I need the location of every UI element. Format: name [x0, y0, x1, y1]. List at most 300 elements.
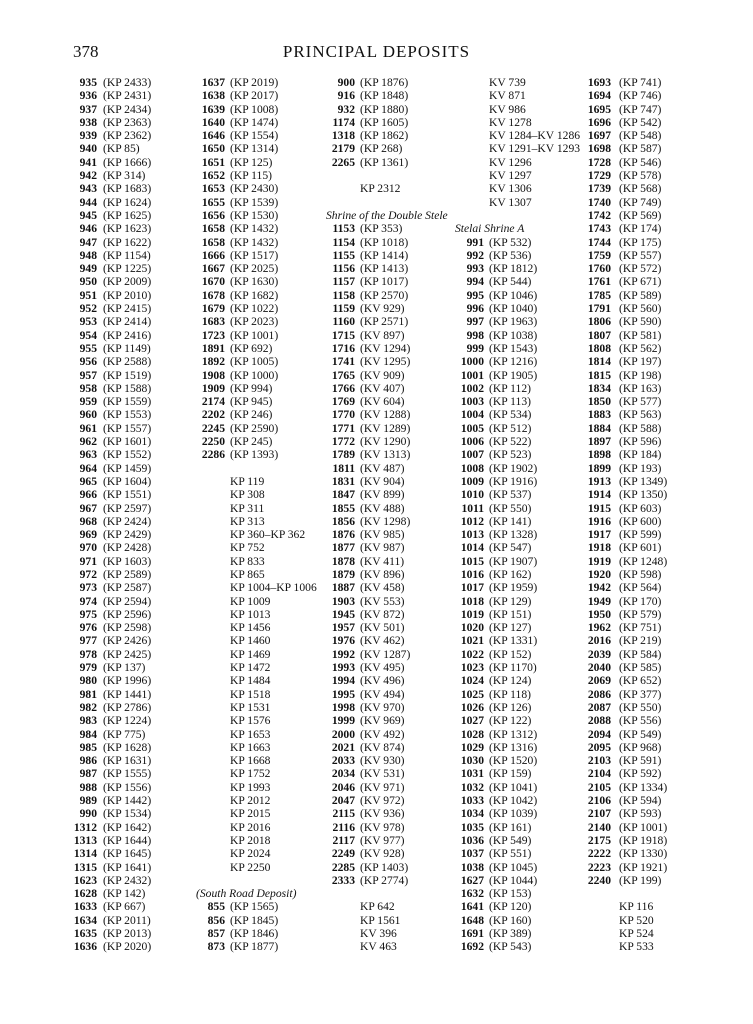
entry-number: 1945 — [331, 607, 355, 621]
inventory-number: KP 2012 — [230, 794, 271, 808]
entry-number: 1667 — [201, 262, 225, 276]
entry-number: 1670 — [201, 275, 225, 289]
entry-number: 2116 — [332, 820, 355, 834]
inventory-number: (KP 2426) — [103, 634, 152, 648]
entry-number: 991 — [466, 235, 484, 249]
entry-number: 2105 — [587, 780, 611, 794]
entry-number: 947 — [79, 235, 97, 249]
entry-number: 1913 — [587, 474, 611, 488]
entry-number: 984 — [79, 727, 97, 741]
inventory-number: (KV 458) — [360, 581, 405, 595]
entry-number: 1950 — [587, 607, 611, 621]
inventory-number: KP 520 — [619, 913, 654, 927]
inventory-number: KP 1663 — [230, 740, 271, 754]
entry-number: 999 — [466, 341, 484, 355]
entry-number: 1016 — [460, 567, 484, 581]
entry-number: 1903 — [331, 594, 355, 608]
inventory-number: (KP 2433) — [103, 76, 152, 89]
inventory-number: (KP 1880) — [360, 102, 409, 116]
inventory-number: (KP 1041) — [489, 780, 538, 794]
inventory-number: (KP 534) — [489, 408, 532, 422]
inventory-number: (KP 598) — [619, 567, 662, 581]
inventory-number: KP 1576 — [230, 714, 271, 728]
entry-number: 992 — [466, 248, 484, 262]
entry-number: 2103 — [587, 754, 611, 768]
entry-number: 1847 — [331, 488, 355, 502]
inventory-number: (KP 142) — [103, 887, 146, 901]
entry-number: 1313 — [73, 833, 97, 847]
inventory-number: KP 119 — [230, 474, 265, 488]
entry-number: 1815 — [587, 368, 611, 382]
entry-number: 1652 — [201, 169, 225, 183]
inventory-number: (KV 1289) — [360, 421, 411, 435]
entry-number: 944 — [79, 195, 97, 209]
inventory-number: (KV 1288) — [360, 408, 411, 422]
inventory-number: (KP 585) — [619, 661, 662, 675]
inventory-number: (KP 2431) — [103, 89, 152, 103]
entry-number: 1158 — [332, 288, 355, 302]
inventory-number: KP 1456 — [230, 621, 271, 635]
entry-number: 1025 — [460, 687, 484, 701]
entry-number: 965 — [79, 474, 97, 488]
entry-number: 1691 — [460, 927, 484, 940]
entry-number: 952 — [79, 302, 97, 316]
inventory-number: (KP 549) — [489, 833, 532, 847]
entry-number: 1811 — [332, 461, 355, 475]
entry-number: 2202 — [201, 408, 225, 422]
inventory-number: KP 2018 — [230, 833, 271, 847]
entry-number: 1856 — [331, 514, 355, 528]
inventory-number: (KP 1154) — [103, 248, 151, 262]
inventory-number: (KP 1554) — [230, 129, 279, 143]
inventory-number: KP 1561 — [360, 913, 401, 927]
entry-number: 1026 — [460, 700, 484, 714]
inventory-number: (KP 1017) — [360, 275, 409, 289]
entry-number: 2094 — [587, 727, 611, 741]
entry-number: 950 — [79, 275, 97, 289]
entry-number: 1850 — [587, 395, 611, 409]
entry-number: 2000 — [331, 727, 355, 741]
inventory-number: (KP 127) — [489, 621, 532, 635]
entry-number: 954 — [79, 328, 97, 342]
entry-number: 968 — [79, 514, 97, 528]
entry-number: 2033 — [331, 754, 355, 768]
entry-number: 983 — [79, 714, 97, 728]
inventory-number: (KP 246) — [230, 408, 273, 422]
inventory-number: (KP 2023) — [230, 315, 279, 329]
entry-number: 2115 — [332, 807, 355, 821]
inventory-number: (KP 170) — [619, 594, 662, 608]
inventory-number: (KP 1517) — [230, 248, 279, 262]
inventory-number: (KP 1005) — [230, 355, 279, 369]
inventory-number: (KP 1539) — [230, 195, 279, 209]
entry-number: 1032 — [460, 780, 484, 794]
inventory-number: (KP 1624) — [103, 195, 152, 209]
inventory-number: (KP 1042) — [489, 794, 538, 808]
inventory-number: (KV 1295) — [360, 355, 411, 369]
section-heading: Stelai Shrine A — [455, 222, 525, 236]
entry-number: 972 — [79, 567, 97, 581]
inventory-number: (KP 1039) — [489, 807, 538, 821]
entry-number: 1022 — [460, 647, 484, 661]
entry-number: 1641 — [460, 900, 484, 914]
inventory-number: (KP 159) — [489, 767, 532, 781]
entry-number: 981 — [79, 687, 97, 701]
entry-number: 937 — [79, 102, 97, 116]
inventory-number: (KV 531) — [360, 767, 405, 781]
inventory-number: (KP 2025) — [230, 262, 279, 276]
entry-number: 938 — [79, 115, 97, 129]
entry-number: 957 — [79, 368, 97, 382]
inventory-number: (KP 1040) — [489, 302, 538, 316]
entry-number: 1627 — [460, 873, 484, 887]
inventory-number: (KP 1441) — [103, 687, 152, 701]
inventory-number: KP 311 — [230, 501, 265, 515]
inventory-number: (KV 874) — [360, 740, 405, 754]
entry-number: 2107 — [587, 807, 611, 821]
inventory-number: (KP 141) — [489, 514, 532, 528]
inventory-number: (KP 1459) — [103, 461, 152, 475]
inventory-number: (KP 2013) — [103, 927, 152, 940]
inventory-number: (KP 1350) — [619, 488, 668, 502]
inventory-number: (KP 1552) — [103, 448, 152, 462]
entry-number: 2047 — [331, 794, 355, 808]
entry-number: 964 — [79, 461, 97, 475]
inventory-number: (KP 557) — [619, 248, 662, 262]
inventory-number: (KP 112) — [489, 381, 531, 395]
inventory-number: KV 1297 — [489, 169, 532, 183]
entry-number: 1791 — [587, 302, 611, 316]
inventory-number: (KP 137) — [103, 661, 146, 675]
entry-number: 2223 — [587, 860, 611, 874]
entry-number: 982 — [79, 700, 97, 714]
entry-number: 1883 — [587, 408, 611, 422]
inventory-number: (KP 245) — [230, 435, 273, 449]
entry-number: 1018 — [460, 594, 484, 608]
entry-number: 1897 — [587, 435, 611, 449]
inventory-number: (KP 596) — [619, 435, 662, 449]
inventory-number: (KV 930) — [360, 754, 405, 768]
entry-number: 1770 — [331, 408, 355, 422]
entry-number: 1638 — [201, 89, 225, 103]
inventory-number: KP 1469 — [230, 647, 271, 661]
inventory-number: (KP 588) — [619, 421, 662, 435]
entry-number: 857 — [207, 927, 225, 940]
entry-number: 1878 — [331, 554, 355, 568]
entry-number: 1696 — [587, 115, 611, 129]
inventory-number: (KP 1413) — [360, 262, 409, 276]
inventory-number: (KP 775) — [103, 727, 146, 741]
inventory-number: (KP 125) — [230, 155, 273, 169]
inventory-number: (KP 667) — [103, 900, 146, 914]
inventory-number: (KP 2019) — [230, 76, 279, 89]
inventory-number: (KP 1519) — [103, 368, 152, 382]
inventory-number: (KV 985) — [360, 528, 405, 542]
inventory-number: (KP 1553) — [103, 408, 152, 422]
entry-number: 1656 — [201, 208, 225, 222]
entry-number: 993 — [466, 262, 484, 276]
inventory-number: (KP 2425) — [103, 647, 152, 661]
inventory-number: KP 360–KP 362 — [230, 528, 306, 542]
entry-number: 969 — [79, 528, 97, 542]
entry-number: 1027 — [460, 714, 484, 728]
inventory-number: (KP 551) — [489, 847, 532, 861]
inventory-number: (KV 492) — [360, 727, 405, 741]
inventory-number: (KP 1534) — [103, 807, 152, 821]
entry-number: 1010 — [460, 488, 484, 502]
inventory-number: KP 533 — [619, 940, 654, 954]
entry-number: 949 — [79, 262, 97, 276]
inventory-number: (KP 945) — [230, 395, 273, 409]
entry-number: 1623 — [73, 873, 97, 887]
inventory-number: KV 396 — [360, 927, 397, 940]
inventory-number: (KP 122) — [489, 714, 532, 728]
entry-number: 970 — [79, 541, 97, 555]
entry-number: 2140 — [587, 820, 611, 834]
inventory-number: (KP 1641) — [103, 860, 152, 874]
inventory-number: (KP 2020) — [103, 940, 152, 954]
entry-number: 1678 — [201, 288, 225, 302]
entry-number: 1920 — [587, 567, 611, 581]
entry-number: 2086 — [587, 687, 611, 701]
entry-number: 1628 — [73, 887, 97, 901]
entry-number: 900 — [337, 76, 355, 89]
inventory-number: (KP 1631) — [103, 754, 152, 768]
entry-number: 1666 — [201, 248, 225, 262]
inventory-number: KP 1993 — [230, 780, 271, 794]
entry-number: 1879 — [331, 567, 355, 581]
inventory-number: (KV 928) — [360, 847, 405, 861]
inventory-number: (KP 2362) — [103, 129, 152, 143]
inventory-number: (KP 600) — [619, 514, 662, 528]
inventory-number: (KP 749) — [619, 195, 662, 209]
inventory-number: (KP 746) — [619, 89, 662, 103]
inventory-number: (KP 542) — [619, 115, 662, 129]
entry-number: 997 — [466, 315, 484, 329]
entry-number: 2046 — [331, 780, 355, 794]
inventory-number: (KP 1349) — [619, 474, 668, 488]
entry-number: 1715 — [331, 328, 355, 342]
entry-number: 1154 — [332, 235, 355, 249]
inventory-number: (KV 488) — [360, 501, 405, 515]
entry-number: 951 — [79, 288, 97, 302]
inventory-number: (KP 562) — [619, 341, 662, 355]
entry-number: 956 — [79, 355, 97, 369]
inventory-number: (KV 1294) — [360, 341, 411, 355]
entry-number: 1914 — [587, 488, 611, 502]
entry-number: 1650 — [201, 142, 225, 156]
inventory-number: (KP 1603) — [103, 554, 152, 568]
inventory-number: (KP 747) — [619, 102, 662, 116]
inventory-number: (KP 152) — [489, 647, 532, 661]
entry-number: 1766 — [331, 381, 355, 395]
inventory-number: (KP 2416) — [103, 328, 152, 342]
page-title: PRINCIPAL DEPOSITS — [282, 42, 471, 61]
entry-number: 1876 — [331, 528, 355, 542]
inventory-number: (KP 1170) — [489, 661, 537, 675]
entry-number: 2265 — [331, 155, 355, 169]
inventory-number: (KP 1921) — [619, 860, 668, 874]
inventory-number: (KP 1556) — [103, 780, 152, 794]
inventory-number: (KP 1216) — [489, 355, 538, 369]
entry-number: 1909 — [201, 381, 225, 395]
inventory-number: (KV 909) — [360, 368, 405, 382]
inventory-number: (KP 2428) — [103, 541, 152, 555]
entry-number: 1899 — [587, 461, 611, 475]
entry-number: 1742 — [587, 208, 611, 222]
inventory-number: (KV 553) — [360, 594, 405, 608]
inventory-number: (KP 512) — [489, 421, 532, 435]
inventory-number: (KP 751) — [619, 621, 662, 635]
entry-number: 980 — [79, 674, 97, 688]
entry-number: 1648 — [460, 913, 484, 927]
entry-number: 2174 — [201, 395, 225, 409]
inventory-number: (KV 929) — [360, 302, 405, 316]
inventory-number: (KP 2429) — [103, 528, 152, 542]
inventory-number: (KP 160) — [489, 913, 532, 927]
entry-number: 1001 — [460, 368, 484, 382]
inventory-number: KP 2312 — [360, 182, 401, 196]
inventory-number: (KP 353) — [360, 222, 403, 236]
inventory-number: (KP 2589) — [103, 567, 152, 581]
entry-number: 2039 — [587, 647, 611, 661]
entry-number: 946 — [79, 222, 97, 236]
inventory-number: (KP 153) — [489, 887, 532, 901]
inventory-number: (KP 1557) — [103, 421, 152, 435]
entry-number: 2104 — [587, 767, 611, 781]
inventory-number: KP 2024 — [230, 847, 271, 861]
entry-number: 995 — [466, 288, 484, 302]
inventory-number: (KP 548) — [619, 129, 662, 143]
inventory-number: (KP 2010) — [103, 288, 152, 302]
inventory-number: (KP 1044) — [489, 873, 538, 887]
entry-number: 1031 — [460, 767, 484, 781]
entry-number: 2106 — [587, 794, 611, 808]
entry-number: 1174 — [332, 115, 355, 129]
inventory-number: KP 833 — [230, 554, 265, 568]
entry-number: 979 — [79, 661, 97, 675]
entry-number: 1007 — [460, 448, 484, 462]
inventory-number: (KP 85) — [103, 142, 140, 156]
inventory-number: (KP 692) — [230, 341, 273, 355]
inventory-number: (KP 1551) — [103, 488, 152, 502]
inventory-number: (KV 872) — [360, 607, 405, 621]
entry-number: 932 — [337, 102, 355, 116]
inventory-number: (KP 1414) — [360, 248, 409, 262]
inventory-number: (KP 2588) — [103, 355, 152, 369]
entry-number: 935 — [79, 76, 97, 89]
inventory-number: (KP 1846) — [230, 927, 279, 940]
inventory-number: (KP 543) — [489, 940, 532, 954]
inventory-number: (KV 1287) — [360, 647, 411, 661]
entry-number: 1658 — [201, 222, 225, 236]
entry-number: 1976 — [331, 634, 355, 648]
entry-number: 2249 — [331, 847, 355, 861]
entry-number: 1653 — [201, 182, 225, 196]
inventory-number: KP 524 — [619, 927, 654, 940]
inventory-number: (KP 175) — [619, 235, 662, 249]
entry-number: 1636 — [73, 940, 97, 954]
entry-number: 988 — [79, 780, 97, 794]
inventory-number: (KP 2414) — [103, 315, 152, 329]
inventory-number: (KV 899) — [360, 488, 405, 502]
entry-number: 1315 — [73, 860, 97, 874]
inventory-number: (KV 969) — [360, 714, 405, 728]
inventory-number: (KP 1918) — [619, 833, 668, 847]
inventory-number: KV 1306 — [489, 182, 532, 196]
inventory-number: (KP 593) — [619, 807, 662, 821]
entry-number: 1160 — [332, 315, 355, 329]
entry-number: 1015 — [460, 554, 484, 568]
entry-number: 1633 — [73, 900, 97, 914]
inventory-number: (KP 314) — [103, 169, 146, 183]
inventory-number: (KP 1630) — [230, 275, 279, 289]
entry-number: 1728 — [587, 155, 611, 169]
inventory-number: (KV 936) — [360, 807, 405, 821]
inventory-number: (KP 1330) — [619, 847, 668, 861]
inventory-number: (KP 2570) — [360, 288, 409, 302]
entry-number: 1765 — [331, 368, 355, 382]
entry-number: 1014 — [460, 541, 484, 555]
entry-number: 1156 — [332, 262, 355, 276]
entry-number: 873 — [207, 940, 225, 954]
entry-number: 1013 — [460, 528, 484, 542]
entry-number: 2034 — [331, 767, 355, 781]
inventory-number: (KP 1628) — [103, 740, 152, 754]
entry-number: 960 — [79, 408, 97, 422]
entry-number: 1639 — [201, 102, 225, 116]
entry-number: 1761 — [587, 275, 611, 289]
entry-number: 2088 — [587, 714, 611, 728]
entry-number: 1009 — [460, 474, 484, 488]
inventory-number: (KP 2587) — [103, 581, 152, 595]
entry-number: 1003 — [460, 395, 484, 409]
inventory-number: (KP 601) — [619, 541, 662, 555]
inventory-number: (KP 2432) — [103, 873, 152, 887]
entry-number: 1632 — [460, 887, 484, 901]
inventory-number: (KP 2415) — [103, 302, 152, 316]
inventory-number: (KP 994) — [230, 381, 273, 395]
inventory-number: (KP 1623) — [103, 222, 152, 236]
inventory-number: (KP 1022) — [230, 302, 279, 316]
entry-number: 1024 — [460, 674, 484, 688]
inventory-number: (KP 1001) — [619, 820, 668, 834]
inventory-number: (KP 129) — [489, 594, 532, 608]
entry-number: 943 — [79, 182, 97, 196]
inventory-number: (KP 1907) — [489, 554, 538, 568]
inventory-number: (KP 569) — [619, 208, 662, 222]
entry-number: 1772 — [331, 435, 355, 449]
entry-number: 1918 — [587, 541, 611, 555]
inventory-number: (KP 2011) — [103, 913, 151, 927]
inventory-number: (KP 2598) — [103, 621, 152, 635]
inventory-number: (KP 1403) — [360, 860, 409, 874]
inventory-number: (KP 560) — [619, 302, 662, 316]
inventory-number: KV 1284–KV 1286 — [489, 129, 581, 143]
entry-number: 1785 — [587, 288, 611, 302]
inventory-number: (KP 2774) — [360, 873, 409, 887]
inventory-number: (KP 1905) — [489, 368, 538, 382]
entry-number: 1759 — [587, 248, 611, 262]
inventory-number: (KP 1225) — [103, 262, 152, 276]
inventory-number: (KV 1290) — [360, 435, 411, 449]
inventory-number: (KP 587) — [619, 142, 662, 156]
inventory-number: (KP 1996) — [103, 674, 152, 688]
inventory-number: (KP 2363) — [103, 115, 152, 129]
entry-number: 1029 — [460, 740, 484, 754]
entry-number: 942 — [79, 169, 97, 183]
entry-number: 986 — [79, 754, 97, 768]
